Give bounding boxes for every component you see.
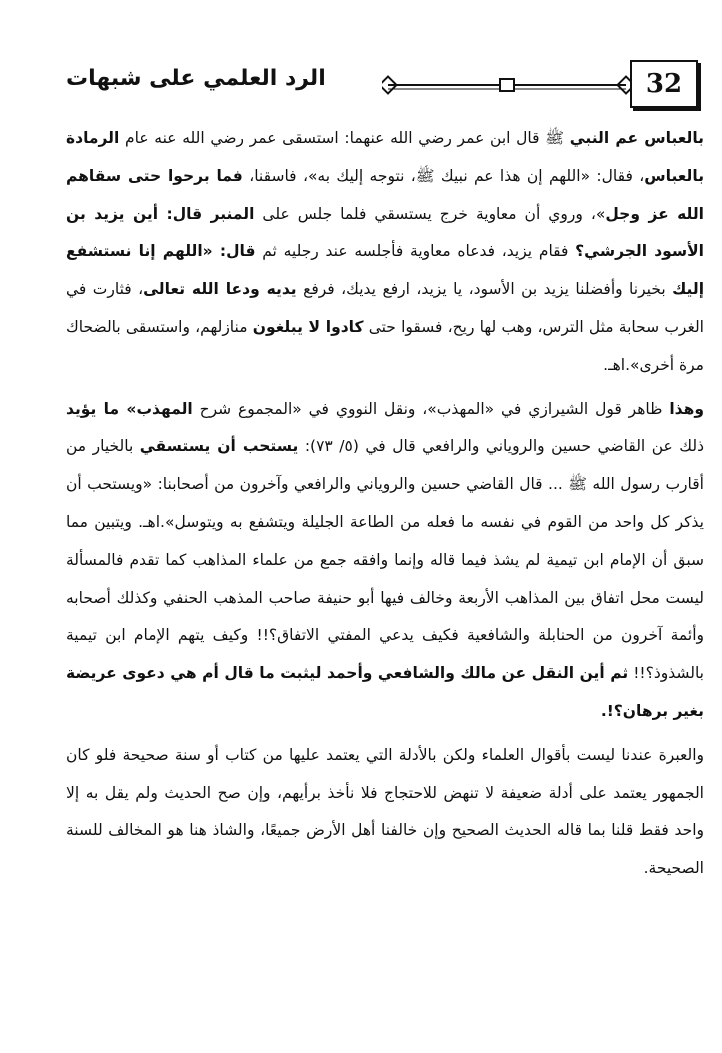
page-header bbox=[66, 60, 704, 110]
text-segment: ﷺ قال ابن عمر رضي الله عنهما: استسقى عمر رضي الله عنه عام bbox=[119, 129, 570, 147]
bold-text-segment: بالعباس عم النبي bbox=[569, 129, 704, 147]
bold-text-segment: المهذب» ما يؤيد bbox=[66, 399, 193, 418]
text-segment: ظاهر قول الشيرازي في «المهذب»، ونقل النووي في «المجموع شرح bbox=[192, 399, 670, 418]
paragraph-p1 bbox=[66, 120, 704, 385]
body-text bbox=[66, 120, 704, 888]
text-segment: ، فقال: «اللهم إن هذا عم نبيك ﷺ، نتوجه إليك به»، فاسقنا، bbox=[242, 166, 645, 185]
bold-text-segment: الرمادة بالعباس bbox=[66, 129, 705, 185]
bold-text-segment: وهذا bbox=[669, 399, 704, 418]
text-segment: ، فثارت في الغرب سحابة مثل الترس، وهب لها ريح، فسقوا حتى bbox=[66, 280, 704, 336]
header-ornament bbox=[382, 74, 632, 96]
text-segment: بالخيار من أقارب رسول الله ﷺ ... قال القاضي حسين والروياني والرافعي وآخرون من أصحابنا: «ويستحب أن يذكر كل واحد من القوم في نفسه ما فعله من الطاعة الجليلة ويتشفع به ويتوسل».اهـ. ويتبين مما سبق أن الإمام ابن تيمية لم يشذ فيما قاله وإنما وافقه جمع من علماء المذاهب كما تقدم فالمسألة ليست محل اتفاق بين المذاهب الأربعة وخالف فيها أبو حنيفة صاحب المذهب الحنفي وكذلك أصحابه وأئمة آخرون من الحنابلة والشافعية فكيف يدعي المفتي الاتفاق؟!! وكيف يتهم الإمام ابن تيمية بالشذوذ؟!! bbox=[66, 437, 704, 683]
bold-text-segment: كادوا لا يبلغون bbox=[252, 317, 364, 336]
text-segment: فقام يزيد، فدعاه معاوية فأجلسه عند رجليه ثم bbox=[255, 242, 576, 261]
text-segment: »، وروي أن معاوية خرج يستسقي فلما جلس على bbox=[254, 204, 606, 223]
paragraph-p2 bbox=[66, 391, 704, 731]
text-segment: والعبرة عندنا ليست بأقوال العلماء ولكن بالأدلة التي يعتمد عليها من كتاب أو سنة صحيحة فلو كان الجمهور يعتمد على أدلة ضعيفة لا تنهض للاحتجاج فلا نأخذ برأيهم، وإن صح الحديث ولم يقل به إلا واحد فقط قلنا بما قاله الحديث الصحيح وإن خالفنا أهل الأرض جميعًا، والشاذ هنا هو المخالف للسنة الصحيحة. bbox=[66, 745, 704, 878]
bold-text-segment: يستحب أن يستسقي bbox=[139, 437, 299, 456]
text-segment: منازلهم، واستسقى بالضحاك مرة أخرى».اهـ. bbox=[66, 317, 704, 374]
bold-text-segment: فما برحوا حتى سقاهم الله عز وجل bbox=[66, 166, 704, 223]
bold-text-segment: يديه ودعا الله تعالى bbox=[143, 280, 297, 299]
paragraph-p3 bbox=[66, 737, 704, 888]
bold-text-segment: قال: «اللهم إنا نستشفع إليك bbox=[66, 242, 705, 299]
bold-text-segment: المنبر قال: أين يزيد بن الأسود الجرشي؟ bbox=[66, 204, 704, 261]
text-segment: ذلك عن القاضي حسين والروياني والرافعي قال في (٥/ ٧٣): bbox=[298, 437, 704, 456]
running-title: الرد العلمي على شبهات bbox=[66, 66, 326, 91]
bold-text-segment: ثم أين النقل عن مالك والشافعي وأحمد ليثبت ما قال أم هي دعوى عريضة بغير برهان؟!. bbox=[66, 664, 704, 720]
text-segment: بخيرنا وأفضلنا يزيد بن الأسود، يا يزيد، ارفع يديك، فرفع bbox=[296, 280, 673, 299]
page-number: 32 bbox=[630, 60, 698, 108]
